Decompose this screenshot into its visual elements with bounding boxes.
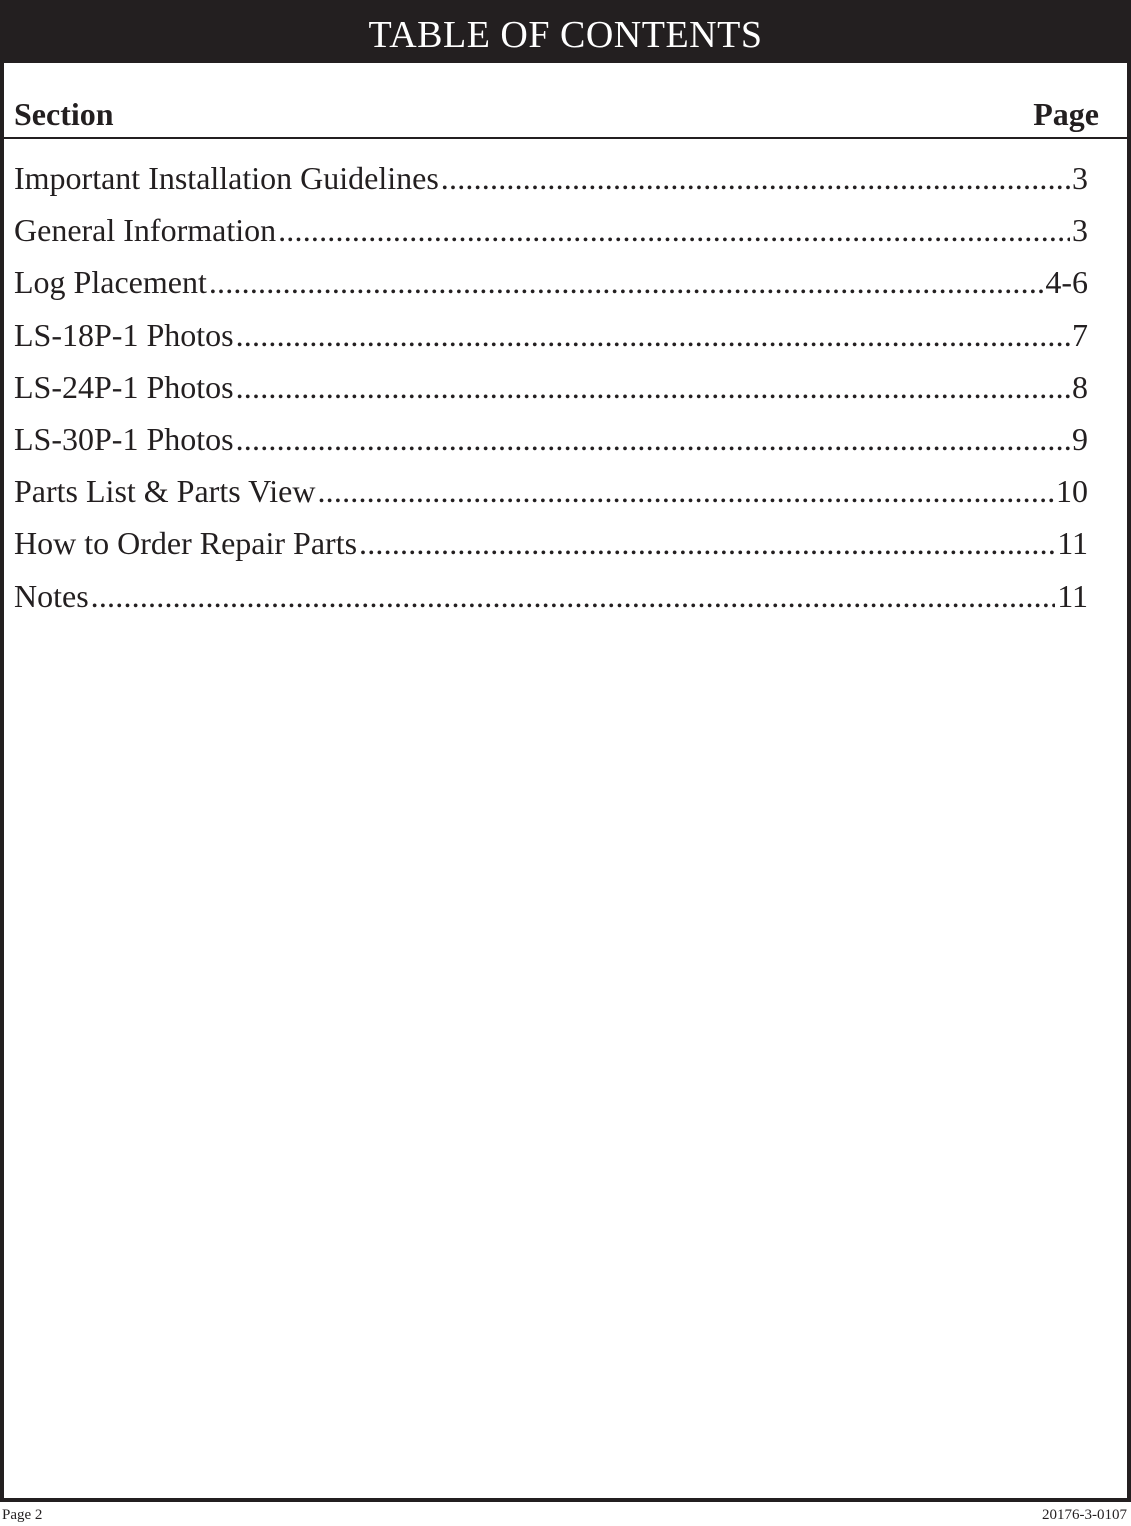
dot-leader: [91, 572, 1056, 620]
toc-entry[interactable]: [14, 206, 1088, 258]
toc-entry-title: Log Placement: [14, 264, 207, 301]
toc-entry-title: LS-24P-1 Photos: [14, 368, 234, 405]
toc-entry[interactable]: [14, 258, 1088, 310]
toc-entry-page: 3: [1072, 160, 1088, 196]
dot-leader: [441, 154, 1070, 202]
footer-doc-number: 20176-3-0107: [1042, 1507, 1127, 1523]
dot-leader: [236, 311, 1070, 359]
dot-leader: [359, 519, 1055, 567]
dot-leader: [317, 467, 1054, 515]
toc-entry[interactable]: [14, 467, 1088, 519]
toc-entry[interactable]: [14, 363, 1088, 415]
footer-page-number: Page 2: [2, 1507, 43, 1523]
toc-entry-page: 11: [1057, 525, 1088, 562]
section-column-header: Section: [14, 96, 114, 132]
toc-entry-page: 11: [1057, 577, 1088, 614]
toc-entry[interactable]: [14, 572, 1088, 624]
toc-entry-page: 3: [1072, 212, 1088, 249]
dot-leader: [236, 363, 1070, 411]
toc-entry-title: Parts List & Parts View: [14, 473, 316, 510]
toc-entry[interactable]: [14, 311, 1088, 363]
toc-entry[interactable]: [14, 519, 1088, 571]
dot-leader: [209, 258, 1044, 306]
toc-entry-title: LS-18P-1 Photos: [14, 316, 234, 353]
toc-entry-page: 7: [1072, 316, 1088, 353]
toc-entry-page: 10: [1056, 473, 1088, 510]
dot-leader: [278, 206, 1070, 254]
toc-entry-page: 8: [1072, 368, 1088, 405]
toc-entry[interactable]: [14, 415, 1088, 467]
toc-entry-title: How to Order Repair Parts: [14, 525, 358, 562]
page-title: TABLE OF CONTENTS: [4, 4, 1127, 63]
toc-entry-page: 4-6: [1045, 264, 1088, 301]
toc-entry-title: General Information: [14, 212, 277, 249]
page-column-header: Page: [1033, 96, 1099, 132]
toc-list: [14, 154, 1088, 624]
dot-leader: [236, 415, 1070, 463]
toc-entry-title: Notes: [14, 577, 89, 614]
header-divider: [4, 137, 1127, 139]
toc-entry-page: 9: [1072, 420, 1088, 457]
toc-entry-title: Important Installation Guidelines: [14, 160, 439, 196]
toc-entry[interactable]: [14, 154, 1088, 206]
toc-entry-title: LS-30P-1 Photos: [14, 420, 234, 457]
